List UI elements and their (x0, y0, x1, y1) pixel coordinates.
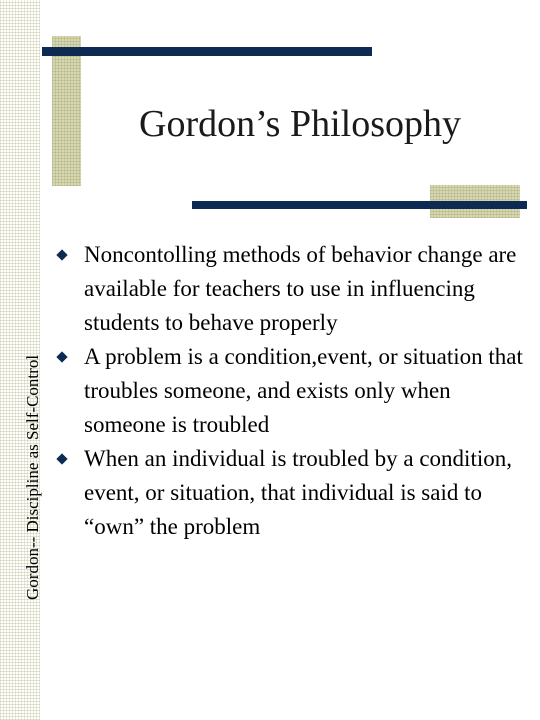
decorative-vertical-bar (52, 36, 81, 186)
bullet-item (58, 442, 528, 544)
diamond-bullet-icon (56, 453, 67, 464)
diamond-bullet-icon (56, 249, 67, 260)
vertical-side-title: Gordon-- Discipline as Self-Control (23, 354, 42, 600)
bullet-text: A problem is a condition,event, or situation that troubles someone, and exists only when someone is troubled (84, 344, 523, 437)
decorative-mid-line (192, 201, 527, 209)
bullet-item (58, 340, 528, 442)
bullet-text: When an individual is troubled by a condition, event, or situation, that individual is said to “own” the problem (84, 446, 512, 539)
bullet-item (58, 238, 528, 340)
bullet-list (58, 238, 528, 544)
bullet-text: Noncontolling methods of behavior change are available for teachers to use in influencing students to behave properly (84, 242, 517, 335)
slide-title: Gordon’s Philosophy (139, 103, 461, 145)
diamond-bullet-icon (56, 351, 67, 362)
decorative-top-line (42, 47, 372, 56)
